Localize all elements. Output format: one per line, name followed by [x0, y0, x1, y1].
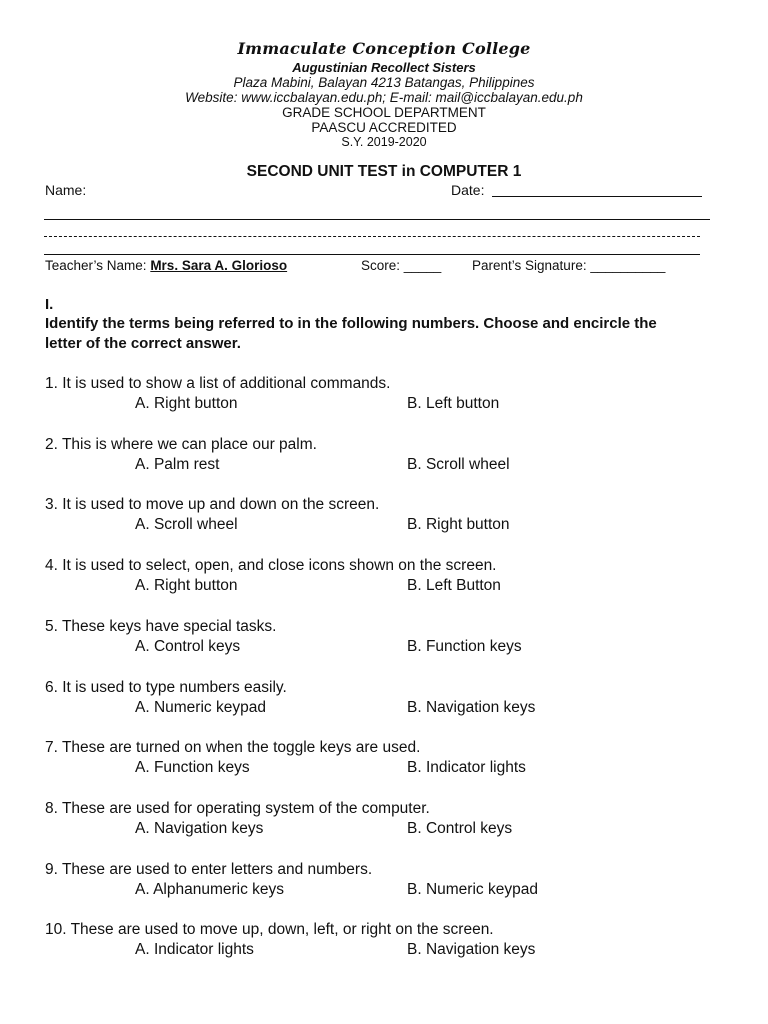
option-a[interactable]: A. Scroll wheel — [135, 516, 238, 533]
school-contact: Website: www.iccbalayan.edu.ph; E-mail: mail@iccbalayan.edu.ph — [185, 90, 583, 105]
divider-line — [44, 254, 700, 255]
school-address: Plaza Mabini, Balayan 4213 Batangas, Philippines — [233, 75, 535, 90]
option-a[interactable]: A. Alphanumeric keys — [135, 881, 285, 898]
question-text: 1. It is used to show a list of additional commands. — [45, 375, 391, 392]
score-label: Score: _____ — [361, 258, 442, 273]
school-subtitle: Augustinian Recollect Sisters — [292, 60, 476, 75]
question-item — [45, 496, 745, 541]
question-text: 6. It is used to type numbers easily. — [45, 679, 287, 696]
school-year: S.Y. 2019-2020 — [341, 135, 427, 149]
question-item — [45, 861, 745, 906]
option-a[interactable]: A. Control keys — [135, 638, 241, 655]
question-text: 5. These keys have special tasks. — [45, 618, 277, 635]
department: GRADE SCHOOL DEPARTMENT — [282, 105, 486, 120]
option-b[interactable]: B. Right button — [407, 516, 510, 533]
question-item — [45, 618, 745, 663]
option-a[interactable]: A. Numeric keypad — [135, 699, 266, 716]
date-blank-line[interactable] — [492, 196, 702, 197]
dashed-divider — [44, 236, 700, 237]
option-a[interactable]: A. Right button — [135, 577, 238, 594]
option-b[interactable]: B. Navigation keys — [407, 941, 536, 958]
option-b[interactable]: B. Scroll wheel — [407, 456, 510, 473]
option-a[interactable]: A. Function keys — [135, 759, 250, 776]
question-item — [45, 739, 745, 784]
parent-signature-label: Parent’s Signature: __________ — [472, 258, 666, 273]
question-text: 4. It is used to select, open, and close icons shown on the screen. — [45, 557, 497, 574]
teacher-label: Teacher’s Name: — [45, 258, 147, 273]
option-b[interactable]: B. Numeric keypad — [407, 881, 538, 898]
option-a[interactable]: A. Navigation keys — [135, 820, 264, 837]
question-text: 3. It is used to move up and down on the screen. — [45, 496, 380, 513]
option-a[interactable]: A. Right button — [135, 395, 238, 412]
question-item — [45, 375, 745, 420]
school-name: Immaculate Conception College — [237, 39, 531, 58]
name-blank-line[interactable] — [44, 219, 710, 220]
option-a[interactable]: A. Palm rest — [135, 456, 220, 473]
option-b[interactable]: B. Indicator lights — [407, 759, 526, 776]
name-label: Name: — [45, 182, 87, 198]
question-text: 7. These are turned on when the toggle keys are used. — [45, 739, 421, 756]
question-item — [45, 557, 745, 602]
section-number: I. — [45, 296, 54, 313]
section-instructions: Identify the terms being referred to in the following numbers. Choose and encircle the letter of the correct answer. — [45, 315, 657, 352]
accreditation: PAASCU ACCREDITED — [311, 120, 457, 135]
question-text: 10. These are used to move up, down, left, or right on the screen. — [45, 921, 494, 938]
option-b[interactable]: B. Control keys — [407, 820, 513, 837]
question-text: 8. These are used for operating system of the computer. — [45, 800, 430, 817]
question-item — [45, 921, 745, 966]
option-a[interactable]: A. Indicator lights — [135, 941, 254, 958]
teacher-name: Mrs. Sara A. Glorioso — [150, 258, 288, 273]
school-header — [0, 38, 768, 150]
option-b[interactable]: B. Left Button — [407, 577, 501, 594]
option-b[interactable]: B. Function keys — [407, 638, 522, 655]
test-title: SECOND UNIT TEST in COMPUTER 1 — [246, 163, 522, 180]
question-text: 9. These are used to enter letters and numbers. — [45, 861, 373, 878]
question-item — [45, 436, 745, 481]
question-text: 2. This is where we can place our palm. — [45, 436, 317, 453]
question-item — [45, 800, 745, 845]
date-label: Date: — [451, 182, 485, 198]
option-b[interactable]: B. Left button — [407, 395, 500, 412]
option-b[interactable]: B. Navigation keys — [407, 699, 536, 716]
teacher-row — [45, 258, 287, 273]
question-item — [45, 679, 745, 724]
